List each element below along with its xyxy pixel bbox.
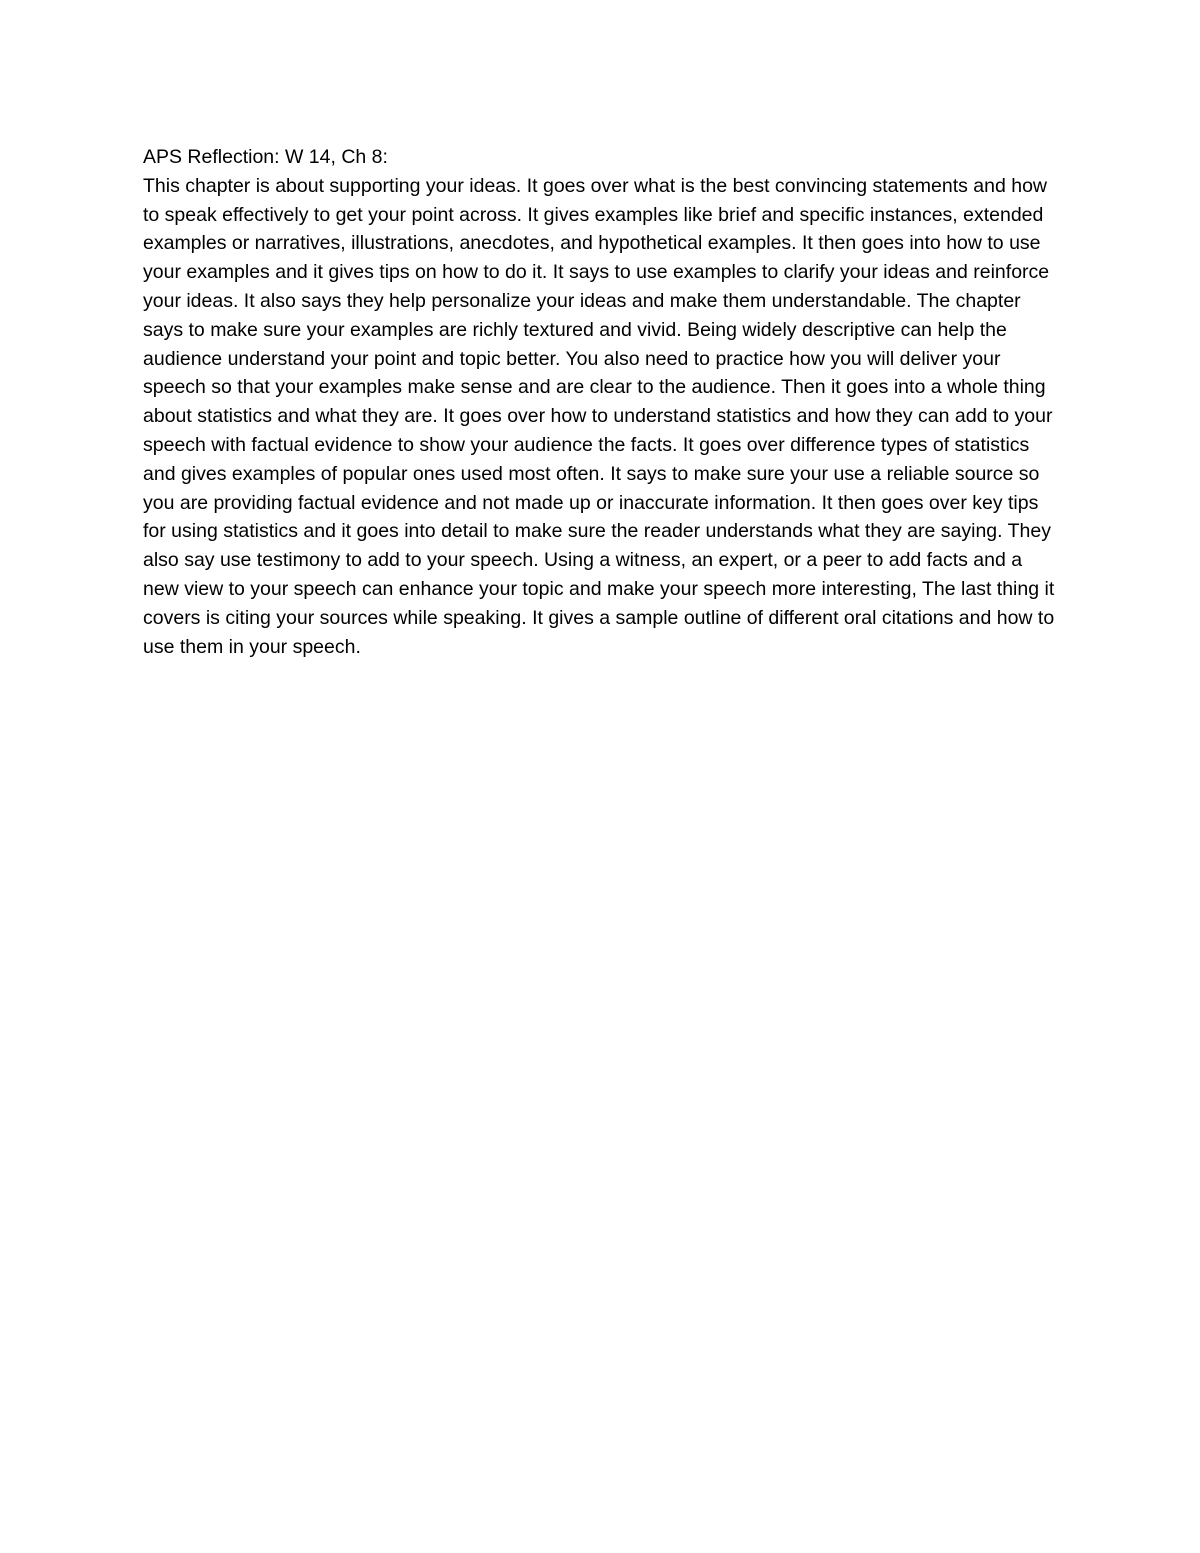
document-body-paragraph: This chapter is about supporting your ideas. It goes over what is the best convincing statements and how to speak effectively to get your point across. It gives examples like brief and specific instances, extended examples or narratives, illustrations, anecdotes, and hypothetical examples. It then goes into how to use your examples and it gives tips on how to do it. It says to use examples to clarify your ideas and reinforce your ideas. It also says they help personalize your ideas and make them understandable. The chapter says to make sure your examples are richly textured and vivid. Being widely descriptive can help the audience understand your point and topic better. You also need to practice how you will deliver your speech so that your examples make sense and are clear to the audience. Then it goes into a whole thing about statistics and what they are. It goes over how to understand statistics and how they can add to your speech with factual evidence to show your audience the facts. It goes over difference types of statistics and gives examples of popular ones used most often. It says to make sure your use a reliable source so you are providing factual evidence and not made up or inaccurate information. It then goes over key tips for using statistics and it goes into detail to make sure the reader understands what they are saying. They also say use testimony to add to your speech. Using a witness, an expert, or a peer to add facts and a new view to your speech can enhance your topic and make your speech more interesting, The last thing it covers is citing your sources while speaking. It gives a sample outline of different oral citations and how to use them in your speech.	[143, 174, 1055, 658]
document-title: APS Reflection: W 14, Ch 8:	[143, 146, 388, 168]
document-content	[143, 143, 1063, 661]
